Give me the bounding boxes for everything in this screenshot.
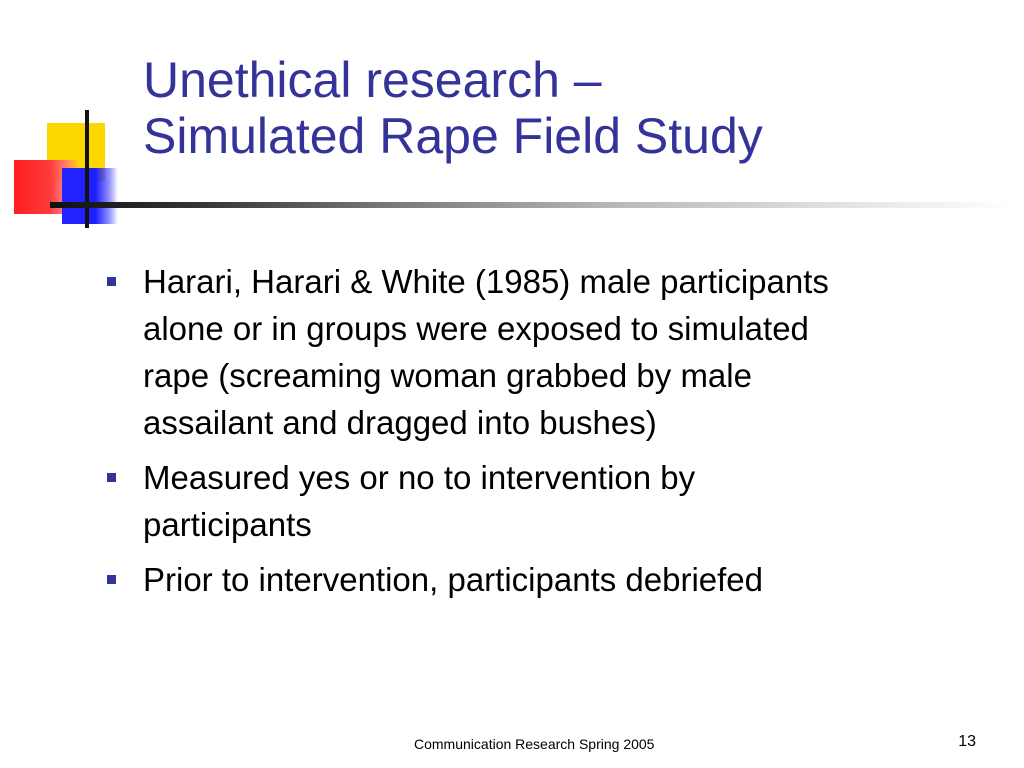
decorative-vertical-line [85, 110, 89, 228]
slide-number: 13 [958, 733, 976, 750]
bullet-text [143, 258, 984, 446]
decorative-blue-square [62, 168, 118, 224]
bullet-text [143, 454, 984, 548]
bullet-list [104, 258, 984, 611]
square-bullet-icon [107, 575, 116, 584]
bullet-text-line: Measured yes or no to intervention by [143, 459, 696, 496]
square-bullet-icon [107, 473, 116, 482]
bullet-text [143, 556, 984, 603]
bullet-item [104, 258, 984, 446]
bullet-text-line: assailant and dragged into bushes) [143, 404, 657, 441]
bullet-item [104, 556, 984, 603]
slide-title-line-2: Simulated Rape Field Study [143, 108, 763, 164]
slide-title [143, 52, 1003, 164]
bullet-item [104, 454, 984, 548]
bullet-text-line: Harari, Harari & White (1985) male participants [143, 263, 829, 300]
bullet-text-line: alone or in groups were exposed to simulated [143, 310, 809, 347]
footer-text: Communication Research Spring 2005 [414, 736, 655, 752]
bullet-text-line: participants [143, 506, 312, 543]
title-underline-rule [50, 202, 1010, 208]
bullet-text-line: Prior to intervention, participants debriefed [143, 561, 764, 598]
slide-title-line-1: Unethical research – [143, 52, 602, 108]
bullet-text-line: rape (screaming woman grabbed by male [143, 357, 752, 394]
square-bullet-icon [107, 277, 116, 286]
